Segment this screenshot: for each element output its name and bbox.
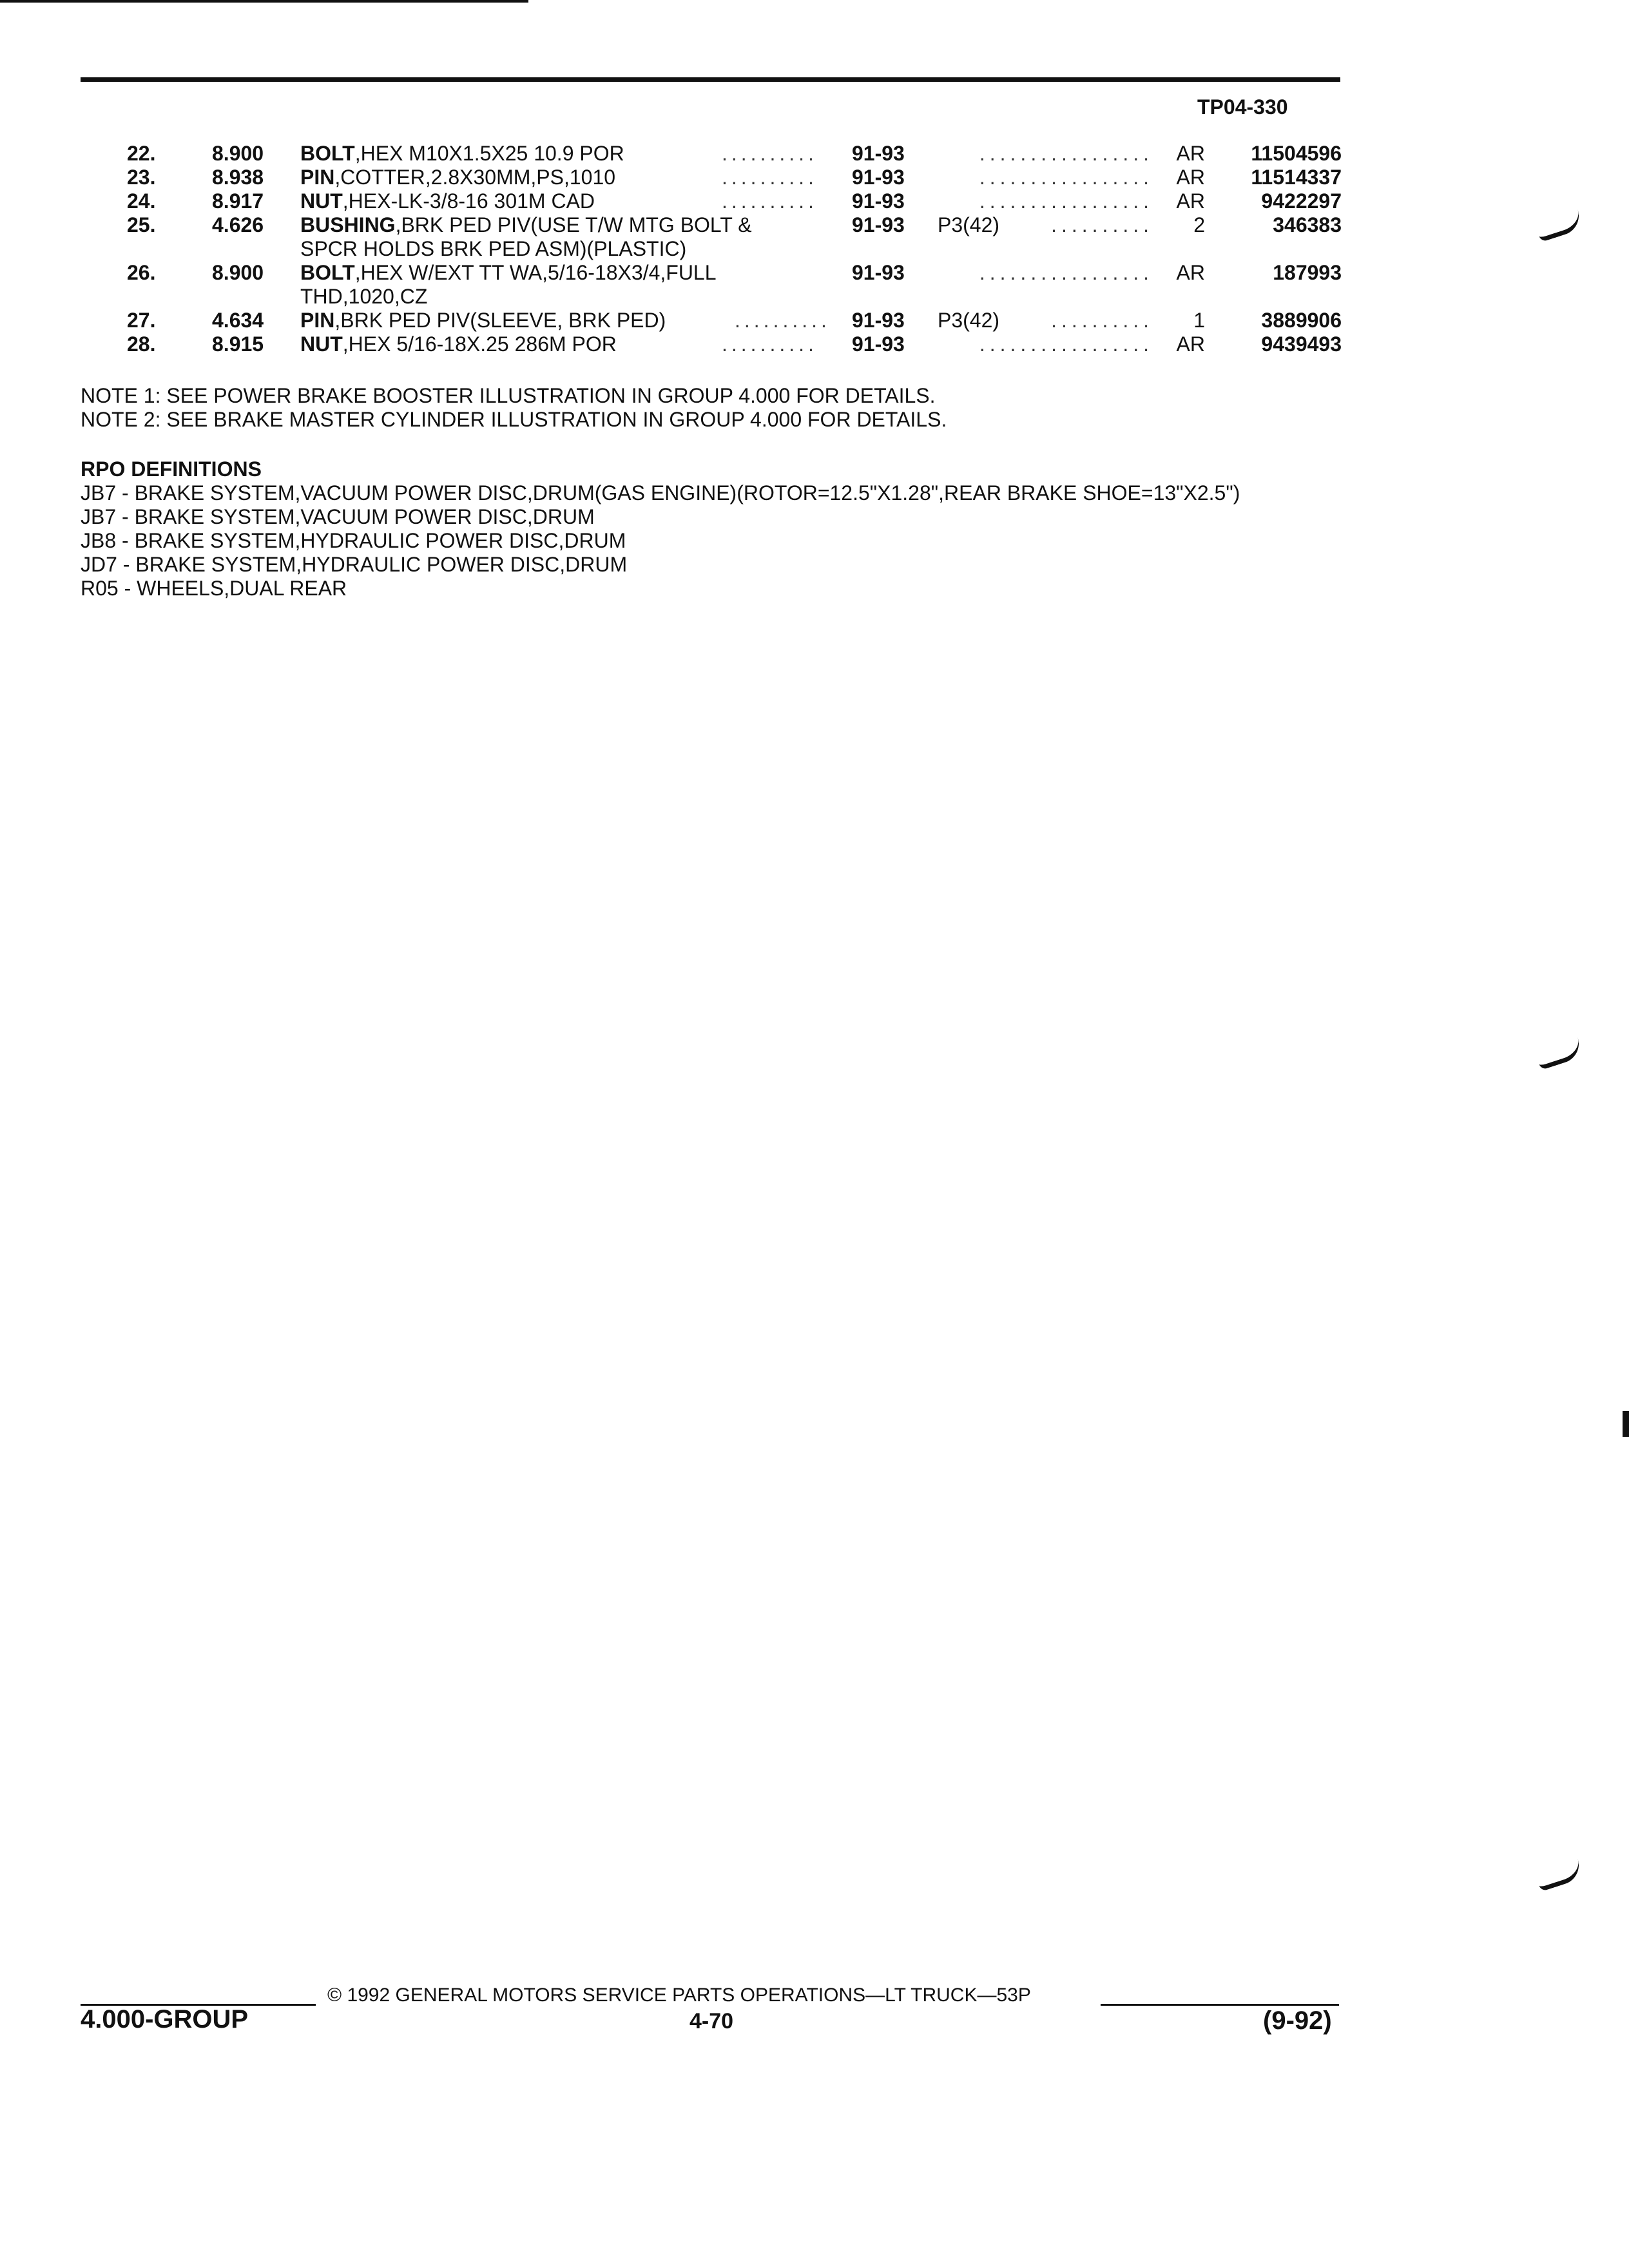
usage-note: P3(42) bbox=[938, 213, 1000, 236]
copyright-text: © 1992 GENERAL MOTORS SERVICE PARTS OPERATIONS—LT TRUCK—53P bbox=[327, 1984, 1031, 2006]
part-name: BOLT bbox=[300, 261, 355, 284]
group-number: 8.915 bbox=[212, 332, 264, 356]
item-number: 25. bbox=[127, 213, 156, 236]
part-row bbox=[0, 189, 1629, 213]
part-name: BOLT bbox=[300, 142, 355, 165]
group-number: 8.900 bbox=[212, 261, 264, 284]
quantity: AR bbox=[1176, 166, 1205, 189]
part-number: 11514337 bbox=[1251, 166, 1342, 189]
dot-leader: .......... bbox=[722, 166, 818, 189]
usage-note: P3(42) bbox=[938, 309, 1000, 332]
part-desc-text: ,BRK PED PIV(USE T/W MTG BOLT & bbox=[395, 213, 752, 236]
part-row bbox=[0, 142, 1629, 166]
rpo-item: JB7 - BRAKE SYSTEM,VACUUM POWER DISC,DRUM bbox=[81, 505, 595, 528]
notes-section bbox=[81, 384, 947, 432]
quantity: AR bbox=[1176, 261, 1205, 284]
part-description bbox=[300, 213, 842, 261]
part-desc-text: ,HEX M10X1.5X25 10.9 POR bbox=[354, 142, 624, 165]
rpo-title: RPO DEFINITIONS bbox=[81, 457, 262, 481]
dot-leader: .......... bbox=[722, 189, 818, 213]
part-number: 9422297 bbox=[1261, 189, 1342, 213]
document-code: TP04-330 bbox=[1197, 95, 1288, 119]
part-row bbox=[0, 213, 1629, 261]
dot-leader: .......... bbox=[735, 309, 831, 332]
rpo-item: JD7 - BRAKE SYSTEM,HYDRAULIC POWER DISC,DRUM bbox=[81, 553, 628, 576]
rpo-item: JB7 - BRAKE SYSTEM,VACUUM POWER DISC,DRUM(GAS ENGINE)(ROTOR=12.5"X1.28",REAR BRAKE SHOE=13"X2.5") bbox=[81, 481, 1240, 505]
rpo-item: R05 - WHEELS,DUAL REAR bbox=[81, 577, 347, 600]
dot-leader: .......... bbox=[1051, 213, 1153, 236]
part-description bbox=[300, 261, 842, 309]
group-number: 8.917 bbox=[212, 189, 264, 213]
part-desc-text: ,HEX 5/16-18X.25 286M POR bbox=[342, 332, 617, 356]
part-desc-continued: SPCR HOLDS BRK PED ASM)(PLASTIC) bbox=[300, 237, 687, 260]
dot-leader: .......... bbox=[722, 332, 818, 356]
footer-rule-right bbox=[1101, 2004, 1339, 2006]
item-number: 22. bbox=[127, 142, 156, 165]
dot-leader: ................. bbox=[979, 189, 1153, 213]
part-number: 3889906 bbox=[1261, 309, 1342, 332]
quantity: AR bbox=[1176, 142, 1205, 165]
part-name: BUSHING bbox=[300, 213, 396, 236]
part-name: NUT bbox=[300, 332, 343, 356]
model-years: 91-93 bbox=[852, 213, 905, 236]
quantity: 2 bbox=[1193, 213, 1205, 236]
dot-leader: ................. bbox=[979, 142, 1153, 165]
rpo-definitions bbox=[81, 457, 1240, 601]
part-desc-text: ,HEX W/EXT TT WA,5/16-18X3/4,FULL bbox=[354, 261, 717, 284]
top-edge-rule bbox=[0, 0, 528, 3]
part-number: 346383 bbox=[1273, 213, 1342, 236]
model-years: 91-93 bbox=[852, 166, 905, 189]
group-number: 4.626 bbox=[212, 213, 264, 236]
model-years: 91-93 bbox=[852, 142, 905, 165]
dot-leader: ................. bbox=[979, 166, 1153, 189]
edge-mark bbox=[1623, 1411, 1629, 1437]
parts-list bbox=[0, 142, 1629, 356]
part-row bbox=[0, 166, 1629, 189]
quantity: 1 bbox=[1193, 309, 1205, 332]
header-rule bbox=[81, 77, 1340, 82]
part-desc-text: ,BRK PED PIV(SLEEVE, BRK PED) bbox=[334, 309, 666, 332]
model-years: 91-93 bbox=[852, 332, 905, 356]
part-desc-continued: THD,1020,CZ bbox=[300, 285, 428, 308]
part-row bbox=[0, 261, 1629, 309]
page-number: 4-70 bbox=[689, 2009, 734, 2033]
quantity: AR bbox=[1176, 189, 1205, 213]
dot-leader: ................. bbox=[979, 332, 1153, 356]
part-name: PIN bbox=[300, 309, 335, 332]
model-years: 91-93 bbox=[852, 261, 905, 284]
part-desc-text: ,COTTER,2.8X30MM,PS,1010 bbox=[334, 166, 616, 189]
revision-date: (9-92) bbox=[1263, 2006, 1332, 2035]
part-name: NUT bbox=[300, 189, 343, 213]
dot-leader: .......... bbox=[1051, 309, 1153, 332]
item-number: 27. bbox=[127, 309, 156, 332]
note-line: NOTE 2: SEE BRAKE MASTER CYLINDER ILLUSTRATION IN GROUP 4.000 FOR DETAILS. bbox=[81, 408, 947, 431]
group-number: 8.938 bbox=[212, 166, 264, 189]
dot-leader: ................. bbox=[979, 261, 1153, 284]
part-number: 187993 bbox=[1273, 261, 1342, 284]
item-number: 23. bbox=[127, 166, 156, 189]
dot-leader: .......... bbox=[722, 142, 818, 165]
group-label: 4.000-GROUP bbox=[81, 2005, 249, 2033]
item-number: 28. bbox=[127, 332, 156, 356]
model-years: 91-93 bbox=[852, 189, 905, 213]
quantity: AR bbox=[1176, 332, 1205, 356]
part-row bbox=[0, 332, 1629, 356]
item-number: 24. bbox=[127, 189, 156, 213]
part-name: PIN bbox=[300, 166, 335, 189]
rpo-item: JB8 - BRAKE SYSTEM,HYDRAULIC POWER DISC,DRUM bbox=[81, 529, 626, 552]
part-row bbox=[0, 309, 1629, 332]
binder-hole-mark bbox=[1535, 1859, 1584, 1892]
part-desc-text: ,HEX-LK-3/8-16 301M CAD bbox=[342, 189, 595, 213]
group-number: 4.634 bbox=[212, 309, 264, 332]
part-number: 11504596 bbox=[1251, 142, 1342, 165]
binder-hole-mark bbox=[1535, 1037, 1584, 1070]
group-number: 8.900 bbox=[212, 142, 264, 165]
note-line: NOTE 1: SEE POWER BRAKE BOOSTER ILLUSTRATION IN GROUP 4.000 FOR DETAILS. bbox=[81, 384, 936, 407]
model-years: 91-93 bbox=[852, 309, 905, 332]
item-number: 26. bbox=[127, 261, 156, 284]
part-number: 9439493 bbox=[1261, 332, 1342, 356]
